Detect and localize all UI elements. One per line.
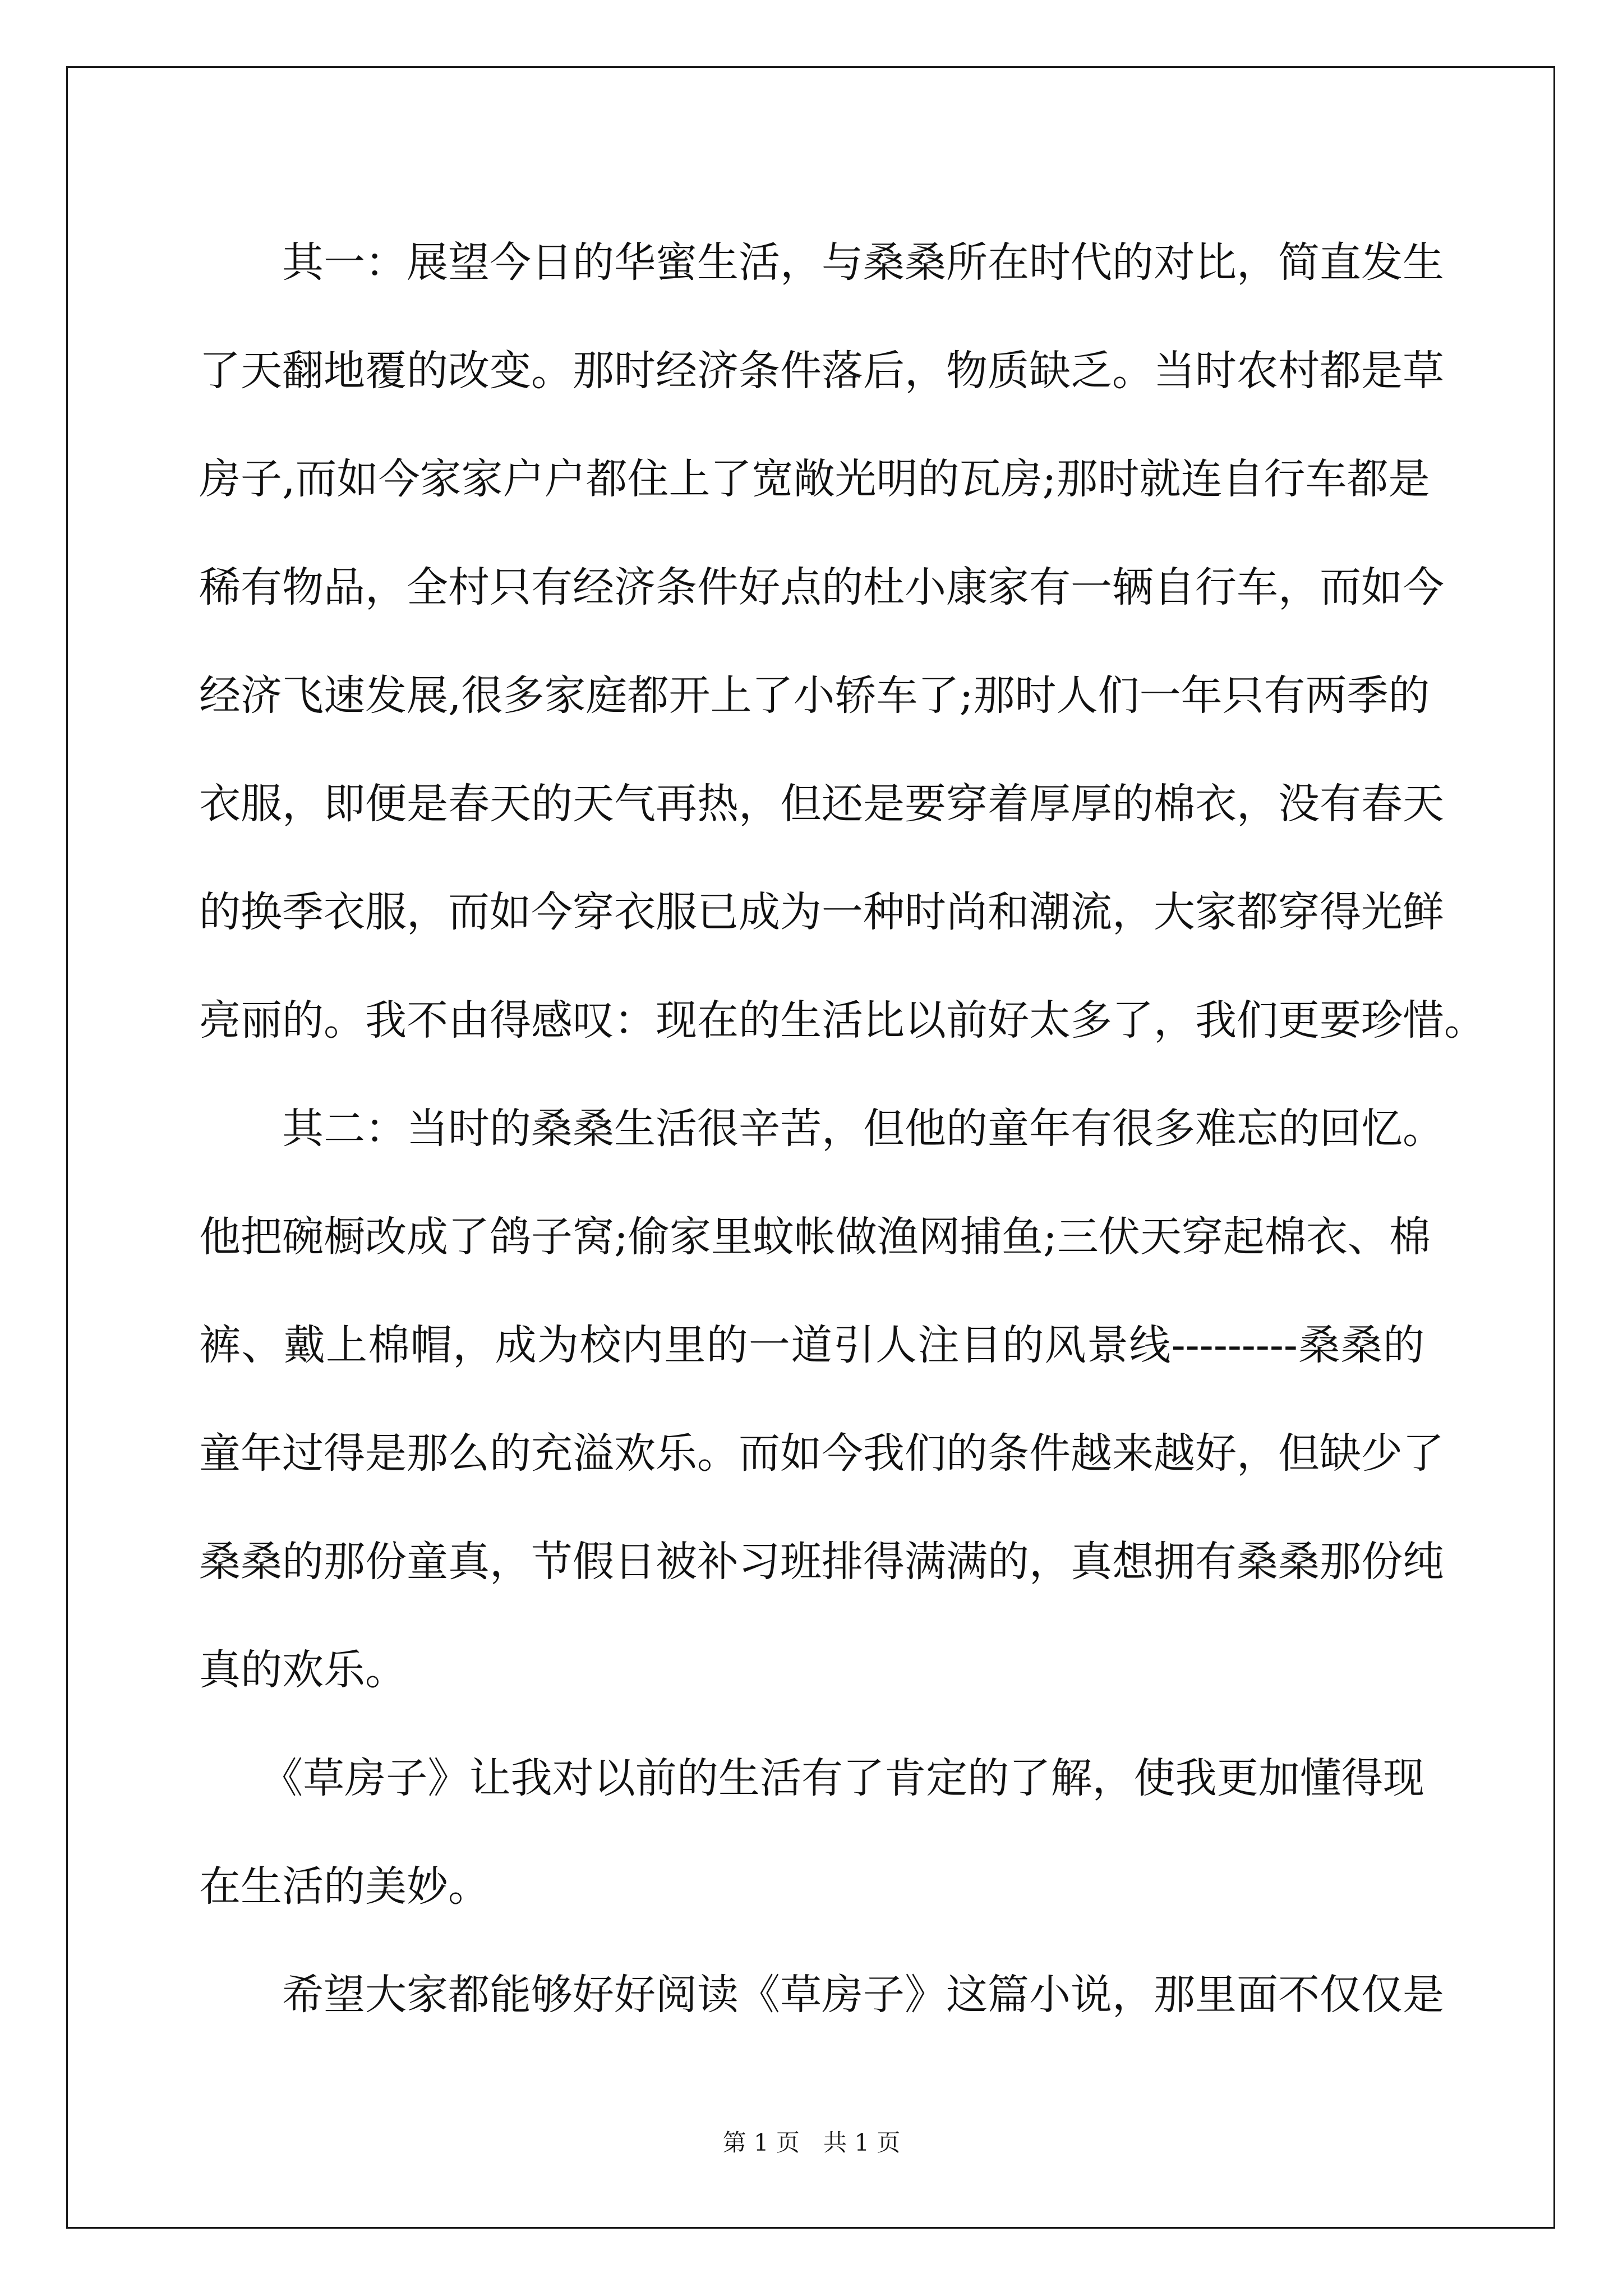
text-line: 的换季衣服，而如今穿衣服已成为一种时尚和潮流，大家都穿得光鲜 <box>199 888 1444 936</box>
text-line: 裤、戴上棉帽，成为校内里的一道引人注目的风景线---------桑桑的 <box>199 1321 1424 1369</box>
page-number-footer: 第 1 页 共 1 页 <box>722 2129 901 2156</box>
text-line: 《草房子》让我对以前的生活有了肯定的了解，使我更加懂得现 <box>199 1754 1424 1802</box>
text-line: 在生活的美妙。 <box>199 1862 490 1911</box>
text-line: 亮丽的。我不由得感叹：现在的生活比以前好太多了，我们更要珍惜。 <box>199 996 1486 1045</box>
text-line: 桑桑的那份童真，节假日被补习班排得满满的，真想拥有桑桑那份纯 <box>199 1538 1444 1586</box>
text-line: 经济飞速发展,很多家庭都开上了小轿车了;那时人们一年只有两季的 <box>199 671 1430 720</box>
text-line: 稀有物品，全村只有经济条件好点的杜小康家有一辆自行车，而如今 <box>199 563 1444 611</box>
text-line: 房子,而如今家家户户都住上了宽敞光明的瓦房;那时就连自行车都是 <box>199 455 1430 503</box>
text-line: 希望大家都能够好好阅读《草房子》这篇小说，那里面不仅仅是 <box>199 1971 1444 2019</box>
text-line: 其二：当时的桑桑生活很辛苦，但他的童年有很多难忘的回忆。 <box>199 1105 1444 1153</box>
text-line: 其一：展望今日的华蜜生活，与桑桑所在时代的对比，简直发生 <box>199 238 1444 287</box>
text-line: 了天翻地覆的改变。那时经济条件落后，物质缺乏。当时农村都是草 <box>199 347 1444 395</box>
text-line: 真的欢乐。 <box>199 1646 407 1694</box>
text-line: 衣服，即便是春天的天气再热，但还是要穿着厚厚的棉衣，没有春天 <box>199 780 1444 828</box>
text-line: 他把碗橱改成了鸽子窝;偷家里蚊帐做渔网捕鱼;三伏天穿起棉衣、棉 <box>199 1213 1431 1261</box>
document-body <box>199 209 1486 2049</box>
text-line: 童年过得是那么的充溢欢乐。而如今我们的条件越来越好，但缺少了 <box>199 1429 1444 1478</box>
